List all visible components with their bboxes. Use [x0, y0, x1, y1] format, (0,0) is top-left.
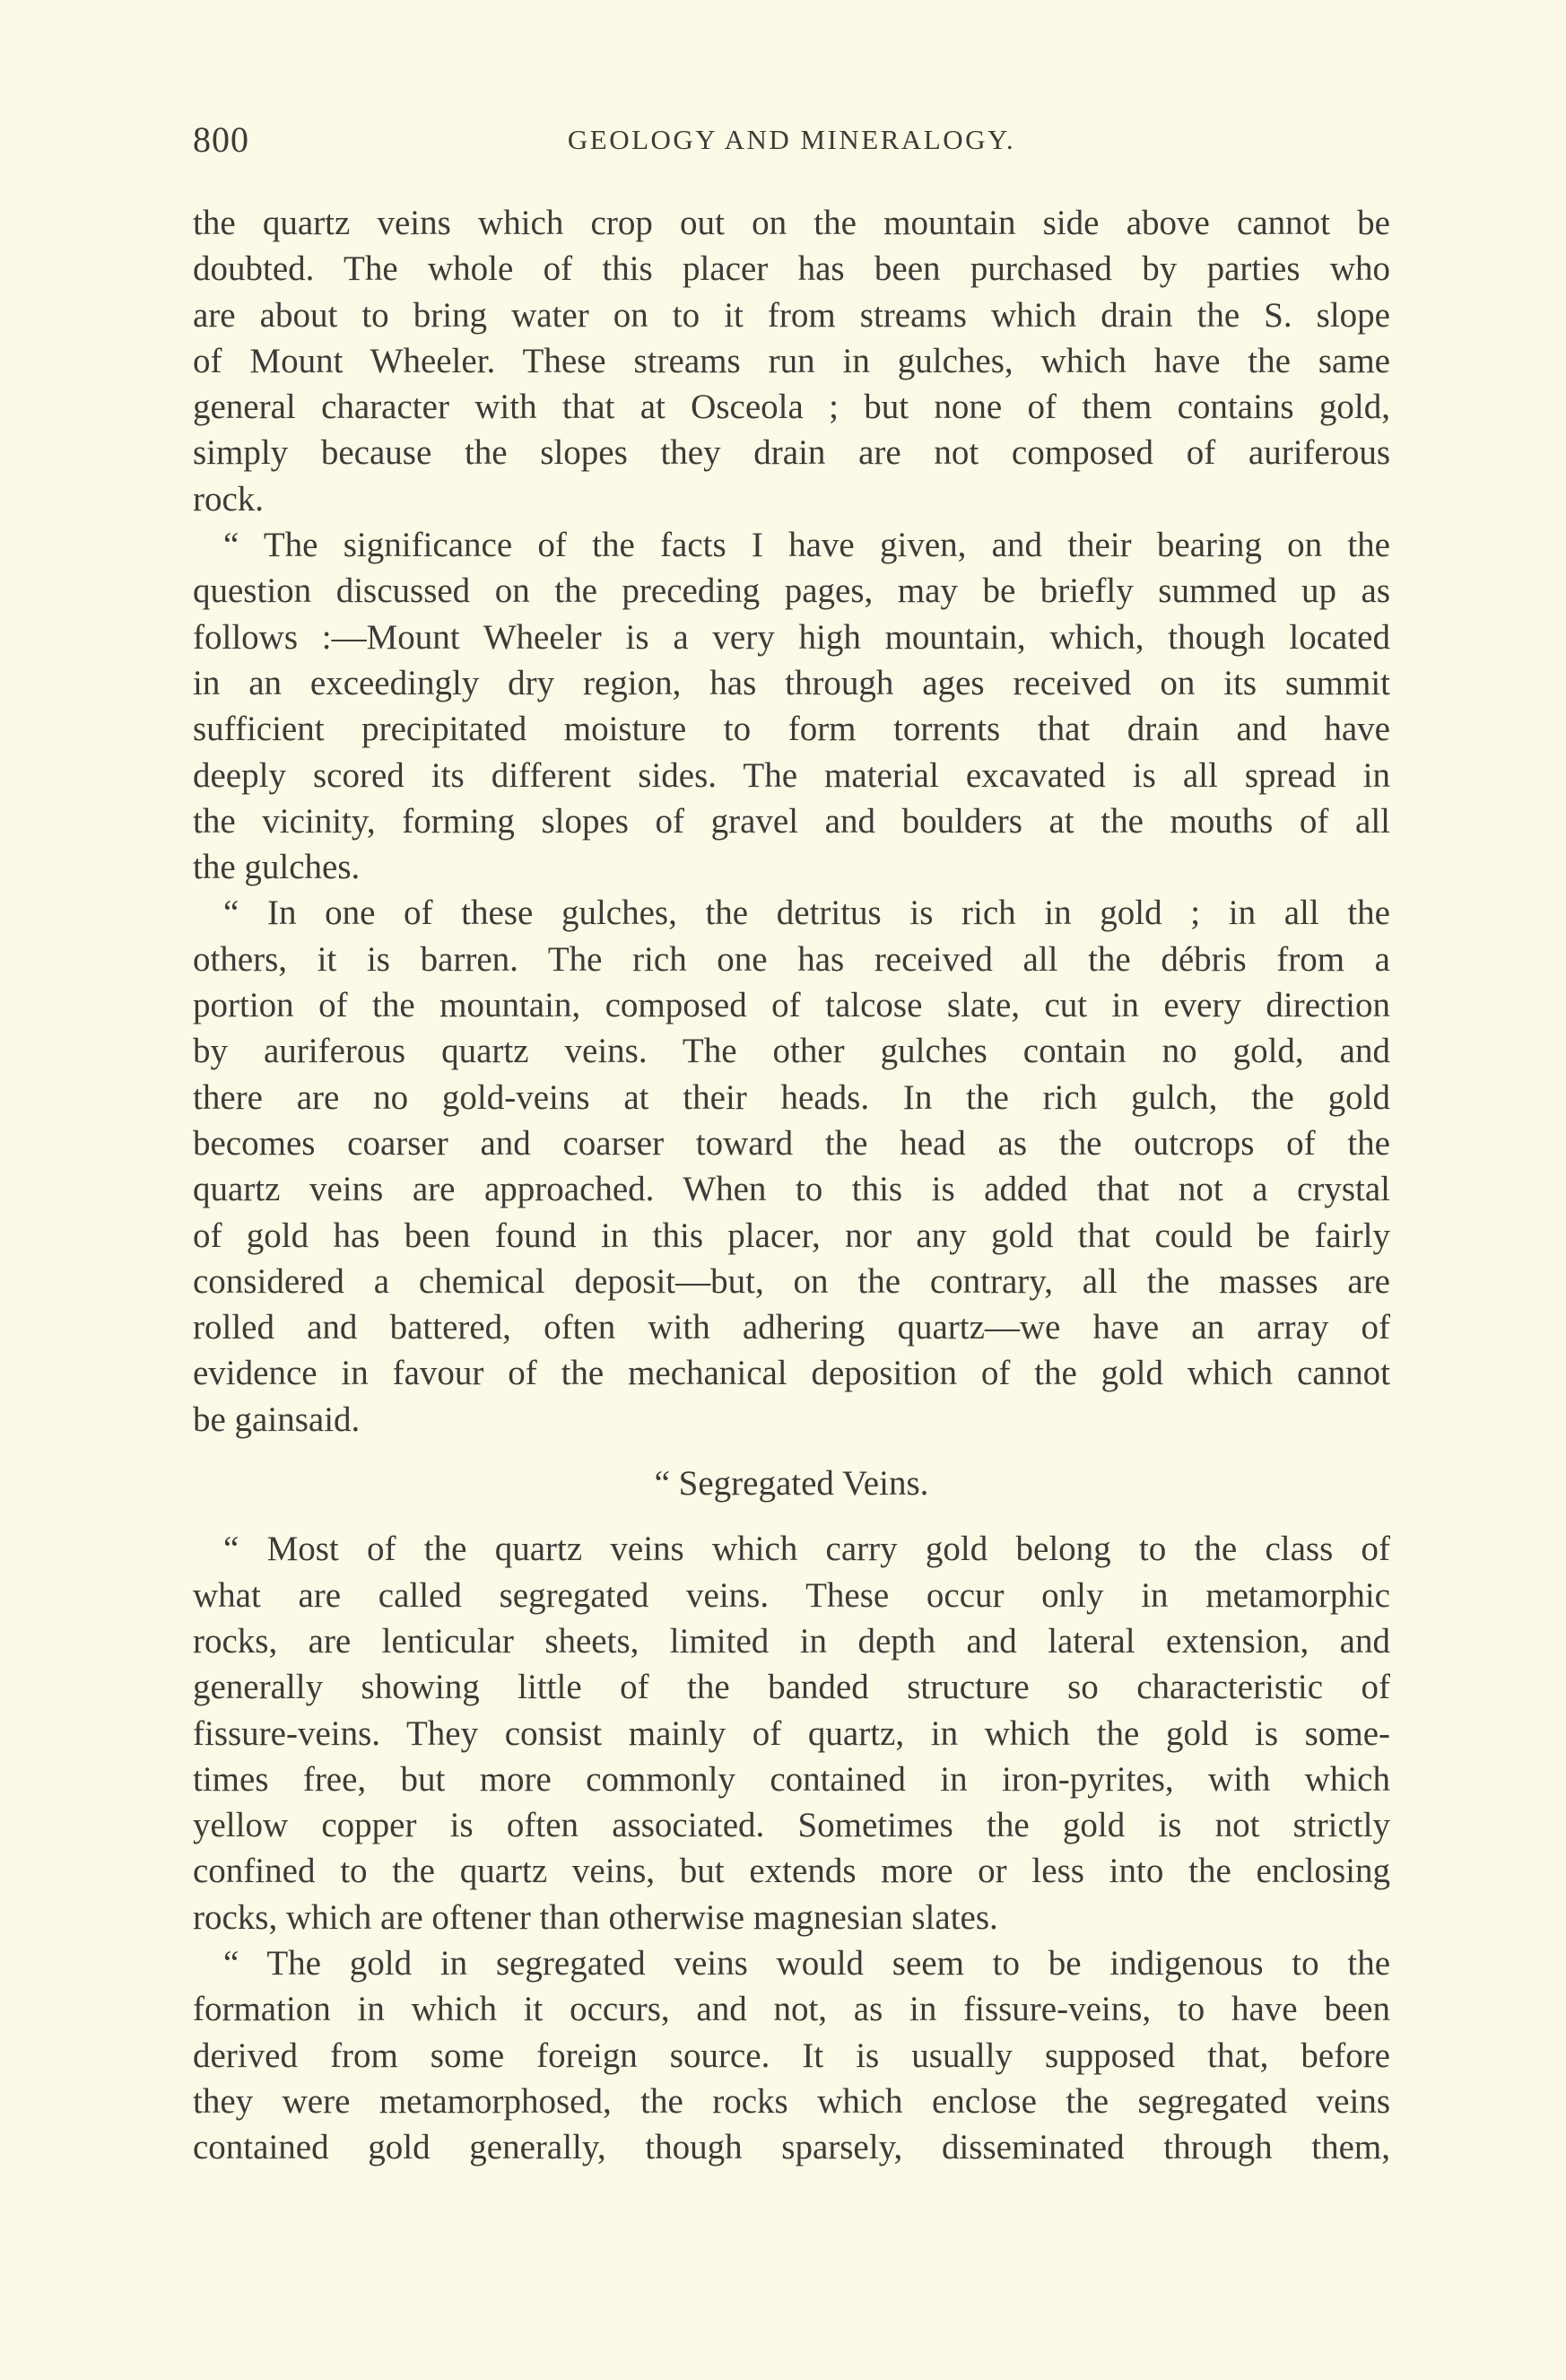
paragraph: [193, 1526, 1390, 1940]
text-line: general character with that at Osceola ; but none of them contains gold,: [193, 388, 1390, 427]
text-after-heading: [193, 1526, 1390, 2170]
text-line: considered a chemical deposit—but, on the contrary, all the masses are: [193, 1261, 1390, 1301]
section-heading: “ Segregated Veins.: [654, 1464, 929, 1504]
text-line: evidence in favour of the mechanical deposition of the gold which cannot: [193, 1354, 1390, 1393]
text-line: quartz veins are approached. When to this is added that not a crystal: [193, 1170, 1390, 1209]
text-line: others, it is barren. The rich one has received all the débris from a: [193, 939, 1390, 979]
text-line: confined to the quartz veins, but extends more or less into the enclosing: [193, 1852, 1390, 1891]
text-line: “ The gold in segregated veins would seem to be indigenous to the: [223, 1943, 1390, 1983]
text-line: simply because the slopes they drain are not composed of auriferous: [193, 433, 1390, 473]
paragraph: [193, 200, 1390, 522]
text-line: doubted. The whole of this placer has been purchased by parties who: [193, 249, 1390, 289]
text-line: what are called segregated veins. These occur only in metamorphic: [193, 1575, 1390, 1615]
text-line: rocks, which are oftener than otherwise magnesian slates.: [193, 1897, 998, 1937]
text-line: the quartz veins which crop out on the mountain side above cannot be: [193, 204, 1390, 242]
text-line: becomes coarser and coarser toward the head as the outcrops of the: [193, 1123, 1390, 1163]
text-line: fissure-veins. They consist mainly of quartz, in which the gold is some-: [193, 1713, 1390, 1753]
text-line: question discussed on the preceding pages, may be briefly summed up as: [193, 571, 1390, 611]
text-line: contained gold generally, though sparsely, disseminated through them,: [193, 2128, 1390, 2167]
text-line: “ In one of these gulches, the detritus is rich in gold ; in all the: [223, 894, 1390, 933]
page-number: 800: [193, 119, 249, 160]
page-body: [193, 200, 1390, 2170]
text-line: derived from some foreign source. It is usually supposed that, before: [193, 2036, 1390, 2075]
paragraph: [193, 522, 1390, 890]
text-line: they were metamorphosed, the rocks which enclose the segregated veins: [193, 2081, 1390, 2121]
text-line: by auriferous quartz veins. The other gulches contain no gold, and: [193, 1032, 1390, 1071]
text-line: “ Most of the quartz veins which carry gold belong to the class of: [223, 1530, 1390, 1569]
text-line: be gainsaid.: [193, 1399, 361, 1439]
paragraph: [193, 1940, 1390, 2170]
text-line: the vicinity, forming slopes of gravel and boulders at the mouths of all: [193, 801, 1390, 841]
text-line: follows :—Mount Wheeler is a very high mountain, which, though located: [193, 617, 1390, 657]
paragraph: [193, 890, 1390, 1443]
running-header: [193, 118, 1390, 169]
text-line: yellow copper is often associated. Sometimes the gold is not strictly: [193, 1806, 1390, 1845]
running-head-title: GEOLOGY AND MINERALOGY.: [567, 124, 1016, 155]
text-line: are about to bring water on to it from streams which drain the S. slope: [193, 295, 1390, 335]
text-line: rock.: [193, 479, 265, 519]
text-line: of Mount Wheeler. These streams run in gulches, which have the same: [193, 341, 1390, 380]
text-line: there are no gold-veins at their heads. In the rich gulch, the gold: [193, 1077, 1390, 1117]
text-before-heading: [193, 200, 1390, 1443]
text-line: in an exceedingly dry region, has through ages received on its summit: [193, 663, 1390, 702]
text-line: rolled and battered, often with adhering quartz—we have an array of: [193, 1308, 1390, 1347]
text-line: generally showing little of the banded structure so characteristic of: [193, 1668, 1390, 1707]
text-line: portion of the mountain, composed of talcose slate, cut in every direction: [193, 986, 1390, 1025]
text-line: deeply scored its different sides. The material excavated is all spread in: [193, 755, 1390, 795]
text-line: the gulches.: [193, 848, 361, 887]
text-line: of gold has been found in this placer, nor any gold that could be fairly: [193, 1216, 1390, 1255]
text-line: “ The significance of the facts I have given, and their bearing on the: [223, 526, 1390, 565]
text-line: rocks, are lenticular sheets, limited in depth and lateral extension, and: [193, 1621, 1390, 1661]
text-line: times free, but more commonly contained in iron-pyrites, with which: [193, 1759, 1390, 1799]
text-line: sufficient precipitated moisture to form torrents that drain and have: [193, 710, 1390, 749]
text-line: formation in which it occurs, and not, as in fissure-veins, to have been: [193, 1990, 1390, 2029]
